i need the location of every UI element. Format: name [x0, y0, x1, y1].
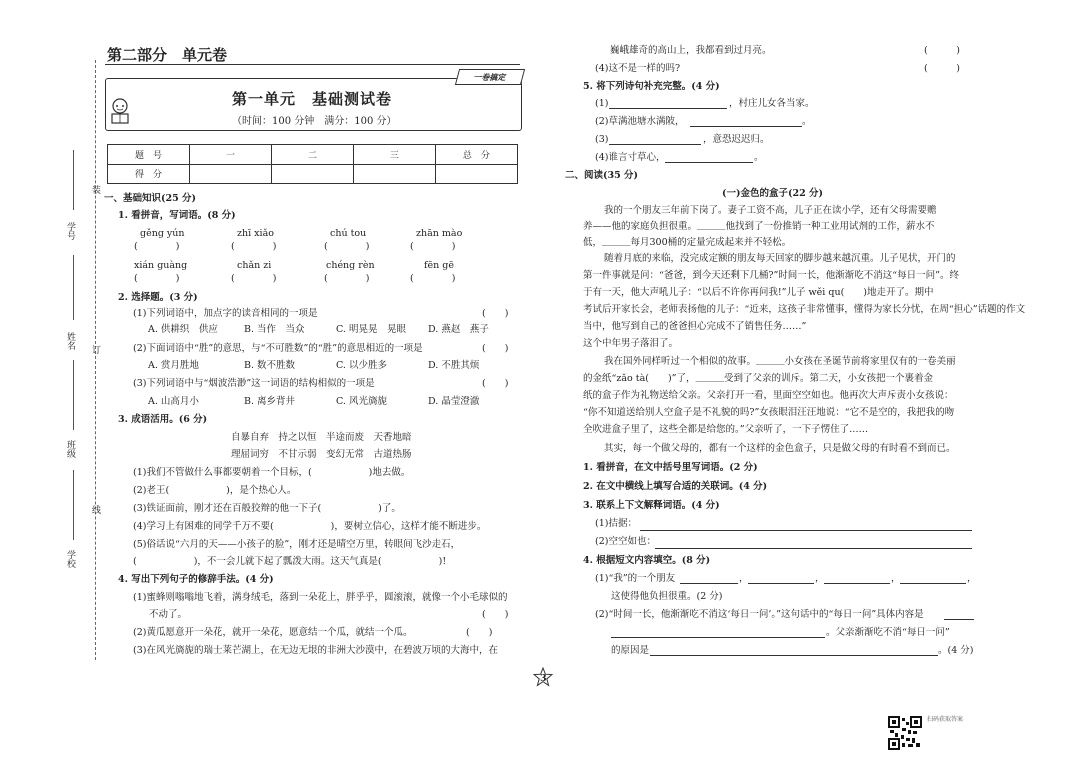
q5-title: 5. 将下列诗句补充完整。(4 分): [583, 81, 720, 92]
q4-1a: (1)蜜蜂则嗡嗡地飞着，满身绒毛，落到一朵花上，胖乎乎，圆滚滚，就像一个小毛球似的: [133, 592, 508, 603]
answer-paren-small[interactable]: ( ): [482, 609, 509, 620]
rq4-2b: 。父亲渐渐吃不消“每日一问”: [826, 627, 950, 638]
margin-blank[interactable]: [73, 150, 74, 210]
score-cell[interactable]: [435, 164, 517, 184]
idiom-list: 自暴自弃 持之以恒 半途而废 天香地暗: [231, 432, 412, 443]
fill-blank[interactable]: [690, 126, 802, 127]
fill-blank[interactable]: [944, 619, 974, 620]
passage-line: 养——他的家庭负担很重。＿＿＿他找到了一份推销一种工业用试剂的工作，薪水不: [583, 221, 935, 232]
answer-paren[interactable]: ( ): [410, 241, 456, 252]
margin-zhuang: 装: [90, 185, 100, 194]
q5-3: ，意恐迟迟归。: [703, 134, 770, 145]
passage-title: (一)金色的盒子(22 分): [722, 188, 824, 199]
option: C. 风光旖旎: [336, 396, 387, 407]
passage-line: 考试后开家长会，老师表扬他的儿子：“近来，这孩子非常懂事，懂得为家长分忧，在周“担心”话题的作文: [583, 304, 1026, 315]
margin-class: 班级: [65, 440, 75, 458]
margin-ding: 订: [90, 345, 100, 354]
pinyin: fēn gē: [424, 260, 454, 271]
page-number: 3: [540, 673, 547, 684]
q4-3: (3)在风光旖旎的瑞士莱芒湖上，在无边无垠的非洲大沙漠中，在碧波万顷的大海中，在: [133, 645, 498, 656]
q3-1: (1)我们不管做什么事都要朝着一个目标，( )地去做。: [133, 467, 411, 478]
rq4: 4. 根据短文内容填空。(8 分): [583, 555, 711, 566]
binding-line: [95, 60, 96, 660]
q2-2: (2)下面词语中“胜”的意思，与“不可胜数”的“胜”的意思相近的一项是: [133, 343, 423, 354]
unit-title: 第一单元 基础测试卷: [232, 90, 393, 108]
answer-paren-small[interactable]: ( ): [924, 45, 960, 56]
passage-line: 纸的盒子作为礼物送给父亲。父亲打开一看，里面空空如也。他再次大声斥责小女孩说：: [583, 390, 954, 401]
option: A. 赏月胜地: [148, 360, 199, 371]
margin-name: 姓名: [65, 332, 75, 350]
comma: ，: [967, 573, 977, 584]
fill-blank[interactable]: [609, 108, 727, 109]
q2-title: 2. 选择题。(3 分): [118, 292, 198, 303]
passage-line: 的金纸“zǎo tà( )”了，＿＿＿受到了父亲的训斥。第二天，小女孩把一个裹着金: [583, 373, 934, 384]
option: B. 离乡背井: [244, 396, 296, 407]
option: A. 山高月小: [148, 396, 199, 407]
option: D. 燕赵 燕子: [428, 324, 489, 335]
score-header-cell: 总 分: [435, 145, 517, 165]
fill-blank[interactable]: [640, 530, 972, 531]
section-basics: 一、基础知识(25 分): [104, 193, 197, 204]
q5-1: ，村庄儿女各当家。: [729, 98, 815, 109]
rq3-2: (2)空空如也：: [595, 536, 656, 547]
q3-4: (4)学习上有困难的同学千万不要( )，要树立信心，这样才能不断进步。: [133, 521, 487, 532]
choice-paren[interactable]: ( ): [482, 308, 509, 319]
fill-blank[interactable]: [665, 162, 753, 163]
option: A. 供耕织 供应: [148, 324, 218, 335]
qr-code-icon[interactable]: [888, 716, 922, 750]
q3-5b: ( )，不一会儿就下起了瓢泼大雨。这天气真是( )!: [133, 556, 447, 567]
passage-line: 这个中年男子落泪了。: [583, 338, 679, 349]
passage-line: 于有一天，他大声吼儿子：“以后不许你再问我!”儿子 wěi qu( )地走开了。期中: [583, 287, 934, 298]
time-score: （时间：100 分钟 满分：100 分）: [232, 116, 397, 127]
rq1: 1. 看拼音，在文中括号里写词语。(2 分): [583, 462, 758, 473]
pinyin: chǎn zi: [237, 260, 272, 271]
margin-xian: 线: [90, 505, 100, 514]
answer-paren[interactable]: ( ): [134, 273, 180, 284]
q2-1: (1)下列词语中，加点字的读音相同的一项是: [133, 308, 318, 319]
comma: ，: [891, 573, 901, 584]
fill-blank[interactable]: [609, 144, 701, 145]
rq4-1: (1)“我”的一个朋友: [595, 573, 676, 584]
rq3-1: (1)拮据：: [595, 518, 637, 529]
q5-2: (2)草满池塘水满陂，: [595, 116, 685, 127]
answer-paren[interactable]: ( ): [231, 273, 277, 284]
pinyin: zhān mào: [416, 228, 463, 239]
q4-title: 4. 写出下列句子的修辞手法。(4 分): [118, 574, 274, 585]
passage-line: 我的一个朋友三年前下岗了。妻子工资不高，儿子正在读小学，还有父母需要赡: [604, 205, 937, 216]
pinyin: zhī xiǎo: [237, 228, 274, 239]
q1-title: 1. 看拼音，写词语。(8 分): [118, 210, 236, 221]
score-cell[interactable]: [353, 164, 435, 184]
passage-line: 全吹进盒子里了，这些全都是给您的。”父亲听了，一下子愣住了……: [583, 424, 869, 435]
fill-blank[interactable]: [611, 637, 825, 638]
passage-line: “你不知道送给别人空盒子是不礼貌的吗?”女孩眼泪汪汪地说：“它不是空的，我把我的吻: [583, 407, 955, 418]
q3-5a: (5)俗话说“六月的天——小孩子的脸”，刚才还是晴空万里，转眼间飞沙走石，: [133, 539, 461, 550]
period: 。: [754, 152, 764, 163]
q4-4: (4)这不是一样的吗?: [595, 63, 681, 74]
score-header-cell: 一: [190, 145, 272, 165]
margin-school: 学校: [65, 550, 75, 568]
comma: ，: [815, 573, 825, 584]
answer-paren[interactable]: ( ): [134, 241, 180, 252]
rq2: 2. 在文中横线上填写合适的关联词。(4 分): [583, 481, 768, 492]
choice-paren[interactable]: ( ): [482, 343, 509, 354]
q3-title: 3. 成语活用。(6 分): [118, 414, 208, 425]
score-header-cell: 三: [353, 145, 435, 165]
q5-4: (4)谁言寸草心，: [595, 152, 666, 163]
qr-caption: 扫码获取答案: [927, 716, 964, 723]
girl-reading-icon: [107, 97, 133, 125]
q2-3: (3)下列词语中与“烟波浩渺”这一词语的结构相似的一项是: [133, 378, 375, 389]
score-row-label: 得 分: [108, 164, 190, 184]
rq4-2c: 的原因是: [611, 645, 650, 656]
passage-line: 第一件事就是问：“爸爸，到今天还剩下几桶?”时间一长，他渐渐吃不消这“每日一问”。终: [583, 270, 960, 281]
option: B. 数不胜数: [244, 360, 296, 371]
score-header-cell: 题 号: [108, 145, 190, 165]
rq4-2d: 。(4 分): [938, 645, 974, 656]
option: D. 不胜其烦: [428, 360, 480, 371]
option: D. 晶莹澄澈: [428, 396, 480, 407]
rq4-1b: 这使得他负担很重。(2 分): [611, 591, 723, 602]
fill-blank[interactable]: [824, 583, 890, 584]
answer-paren[interactable]: ( ): [324, 241, 370, 252]
pinyin: chú tou: [330, 228, 367, 239]
idiom-list: 理屈词穷 不甘示弱 变幻无常 古道热肠: [231, 449, 412, 460]
passage-line: 我在国外同样听过一个相似的故事。＿＿＿小女孩在圣诞节前将家里仅有的一卷美丽: [604, 356, 956, 367]
margin-blank[interactable]: [73, 255, 74, 320]
q5-1-label: (1): [595, 98, 609, 109]
q3-2: (2)老王( )，是个热心人。: [133, 485, 297, 496]
option: C. 以少胜多: [336, 360, 387, 371]
passage-line: 随着月底的来临，没完成定额的朋友每天回家的脚步越来越沉重。儿子见状，开门的: [604, 253, 956, 264]
header-rule: [105, 64, 520, 65]
passage-line: 其实，每一个做父母的，都有一个这样的金色盒子，只是做父母的有时看不到而已。: [604, 443, 956, 454]
choice-paren[interactable]: ( ): [482, 378, 509, 389]
margin-blank[interactable]: [73, 360, 74, 430]
section-reading: 二、阅读(35 分): [565, 170, 639, 181]
score-cell[interactable]: [272, 164, 354, 184]
q5-3-label: (3): [595, 134, 609, 145]
part-header: 第二部分 单元卷: [107, 46, 228, 64]
answer-paren[interactable]: ( ): [410, 273, 456, 284]
period: 。: [802, 116, 812, 127]
q3-3: (3)铁证面前，刚才还在百般狡辩的他一下子( )了。: [133, 503, 401, 514]
answer-paren-small[interactable]: ( ): [924, 63, 960, 74]
pinyin: xián guàng: [134, 260, 188, 271]
margin-student-id: 学号: [65, 222, 75, 240]
option: B. 当作 当众: [244, 324, 305, 335]
fill-blank[interactable]: [655, 548, 972, 549]
pinyin: gěng yún: [140, 228, 185, 239]
q4-2: (2)黄瓜愿意开一朵花，就开一朵花，愿意结一个瓜，就结一个瓜。: [133, 627, 413, 638]
q4-1b: 不动了。: [149, 609, 188, 620]
margin-blank[interactable]: [73, 470, 74, 540]
answer-paren[interactable]: ( ): [231, 241, 277, 252]
fill-blank[interactable]: [680, 583, 738, 584]
fill-blank[interactable]: [748, 583, 814, 584]
rq3: 3. 联系上下文解释词语。(4 分): [583, 500, 720, 511]
answer-paren-small[interactable]: ( ): [466, 627, 493, 638]
fill-blank[interactable]: [650, 655, 938, 656]
comma: ，: [739, 573, 749, 584]
rq4-2: (2)“时间一长，他渐渐吃不消这‘每日一问’。”这句话中的“每日一问”具体内容是: [595, 609, 924, 620]
q4-3-cont: 巍峨雄奇的高山上，我都看到过月亮。: [610, 45, 772, 56]
pinyin: chéng rèn: [326, 260, 375, 271]
fill-blank[interactable]: [900, 583, 966, 584]
option: C. 明晃晃 晃眼: [336, 324, 406, 335]
stamp-label: 一卷搞定: [455, 69, 525, 85]
score-cell[interactable]: [190, 164, 272, 184]
answer-paren[interactable]: ( ): [324, 273, 370, 284]
passage-line: 当中，他写到自己的爸爸担心完成不了销售任务……”: [583, 321, 807, 332]
score-table: [107, 144, 518, 184]
passage-line: 低，＿＿＿每月300桶的定量完成起来并不轻松。: [583, 237, 792, 248]
score-header-cell: 二: [272, 145, 354, 165]
